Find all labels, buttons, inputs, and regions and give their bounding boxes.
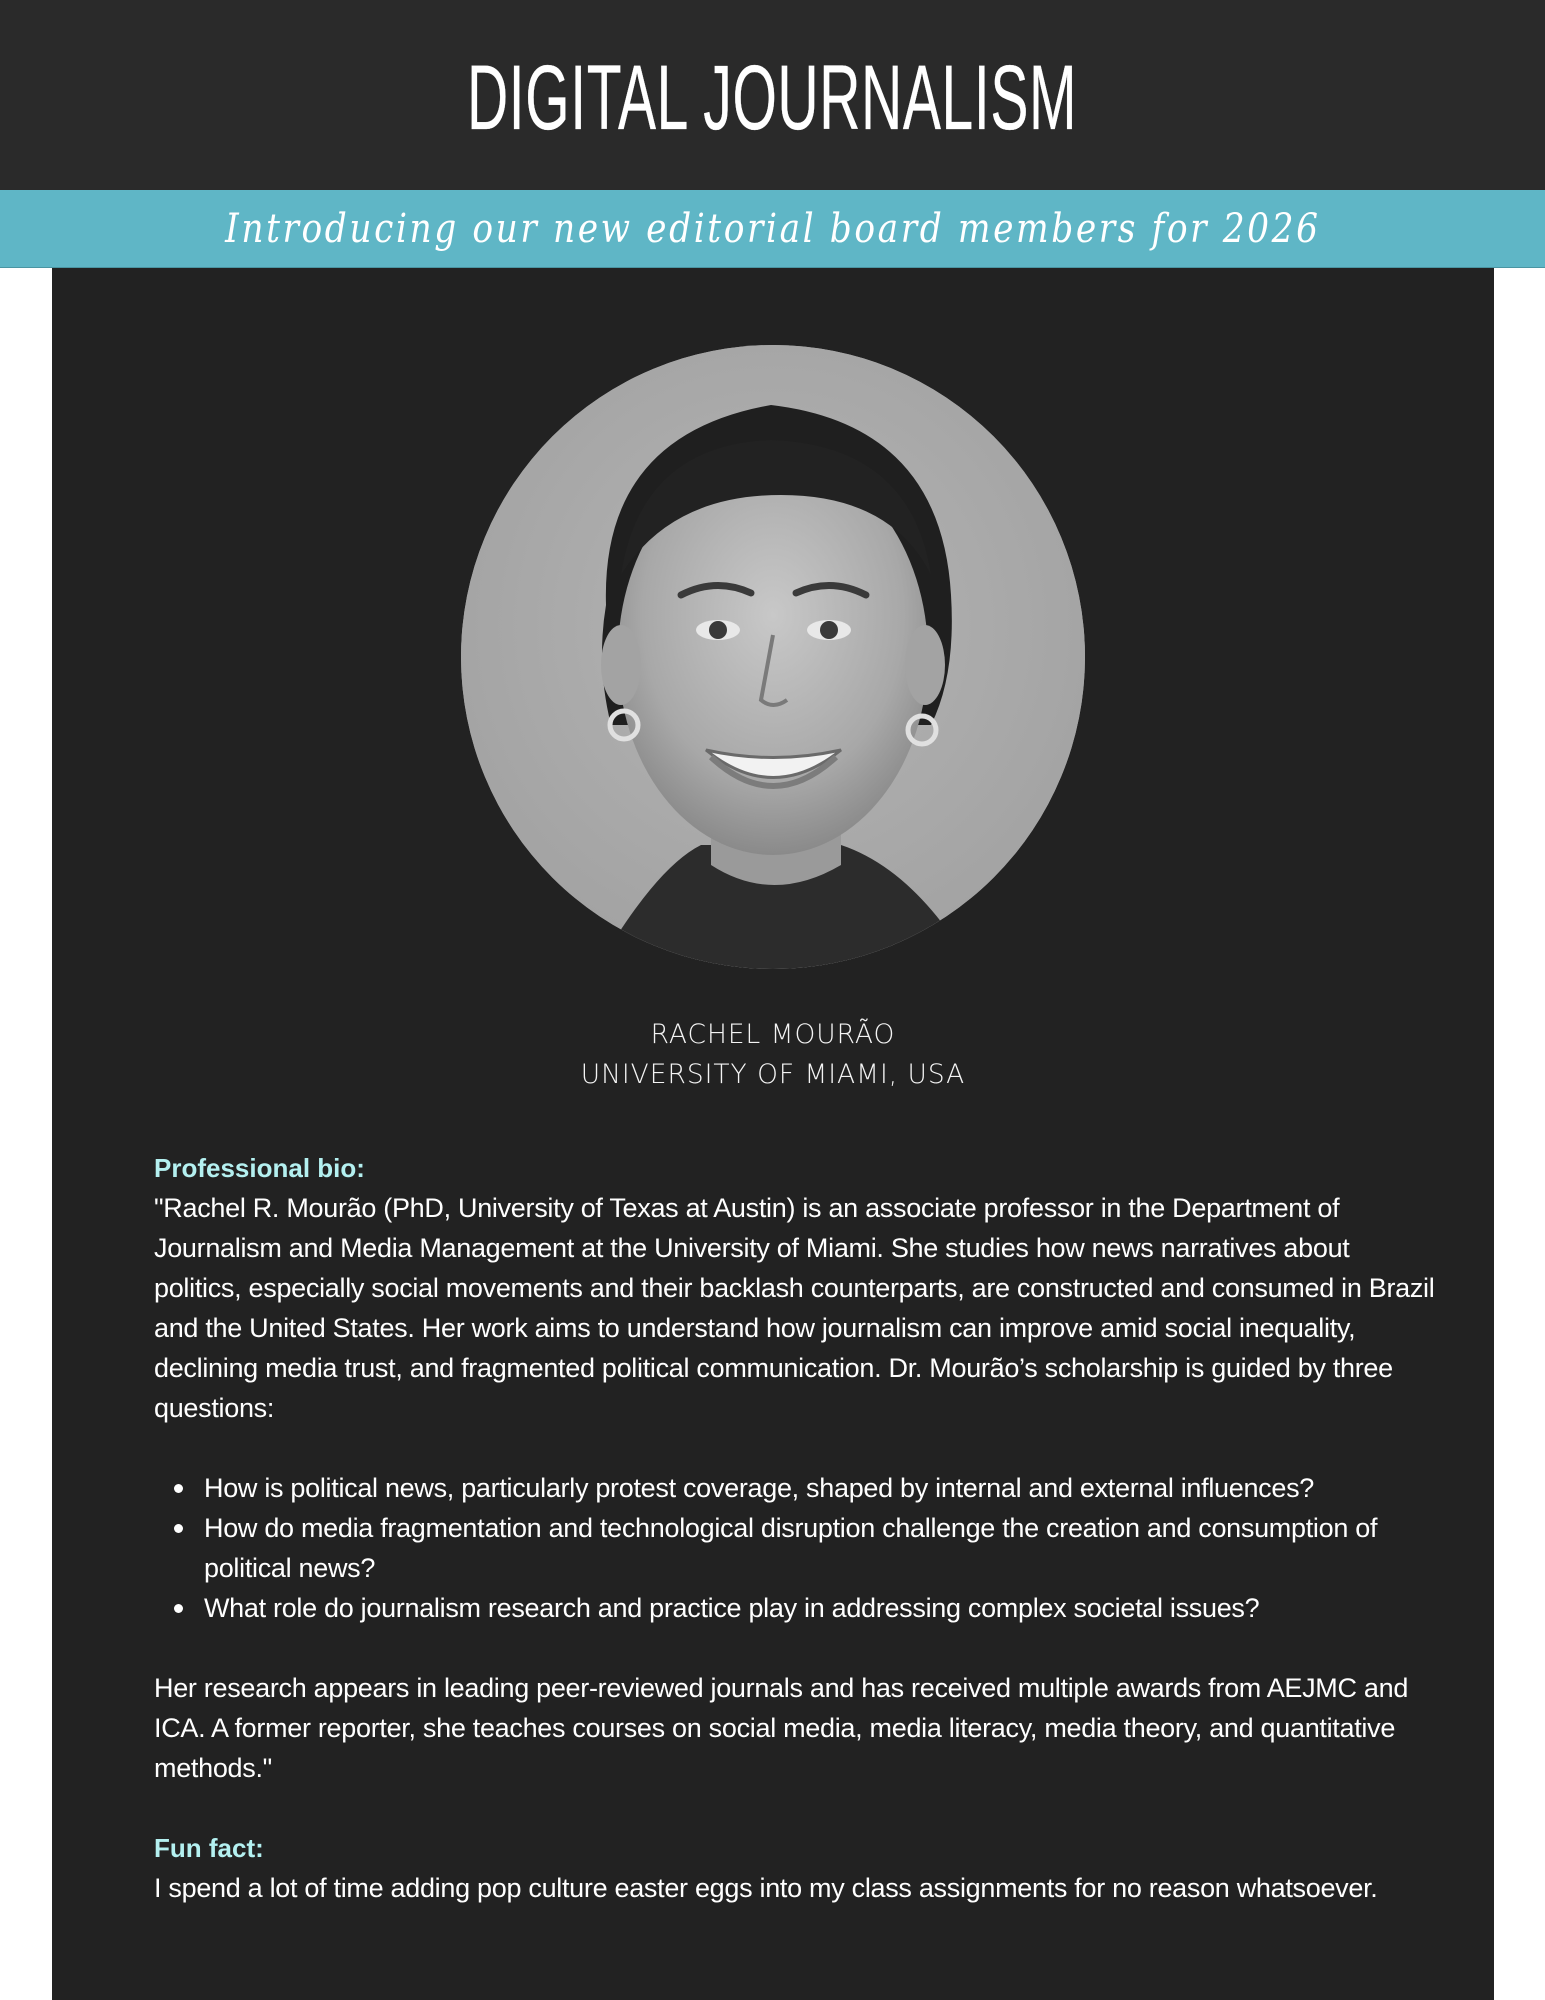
bio-closing: Her research appears in leading peer-reviewed journals and has received multiple awards from AEJMC and ICA. A former reporter, she teaches courses on social media, media literacy, media theory, and quantitative methods." [154,1673,1409,1783]
list-item [204,1508,1454,1588]
question-text: How do media fragmentation and technological disruption challenge the creation and consumption of political news? [204,1513,1378,1583]
bullet-icon [174,1524,183,1533]
profile-panel [52,268,1494,2000]
fun-fact-heading: Fun fact: [154,1833,264,1863]
profile-photo [461,345,1085,969]
bullet-icon [174,1604,183,1613]
member-identity [52,1015,1494,1095]
masthead-title: DIGITAL JOURNALISM [467,46,1078,149]
banner-tagline: Introducing our new editorial board members for 2026 [224,205,1321,252]
question-text: What role do journalism research and practice play in addressing complex societal issues? [204,1593,1260,1623]
question-text: How is political news, particularly protest coverage, shaped by internal and external influences? [204,1473,1315,1503]
research-questions-list [154,1468,1454,1628]
spacer [154,1788,1454,1828]
bio-heading: Professional bio: [154,1153,365,1183]
masthead-bar [0,0,1545,190]
portrait-illustration [461,345,1085,969]
list-item [204,1468,1454,1508]
member-affiliation: UNIVERSITY OF MIAMI, USA [580,1059,966,1090]
bio-section [154,1148,1454,1908]
bullet-icon [174,1484,183,1493]
list-item [204,1588,1454,1628]
member-name: RACHEL MOURÃO [650,1019,896,1050]
bio-intro: "Rachel R. Mourão (PhD, University of Texas at Austin) is an associate professor in the Department of Journalism and Media Management at the University of Miami. She studies how news narratives about politics, especially social movements and their backlash counterparts, are constructed and consumed in Brazil and the United States. Her work aims to understand how journalism can improve amid social inequality, declining media trust, and fragmented political communication. Dr. Mourão’s scholarship is guided by three questions: [154,1193,1435,1423]
fun-fact-text: I spend a lot of time adding pop culture easter eggs into my class assignments for no reason whatsoever. [154,1873,1378,1903]
announcement-banner [0,190,1545,268]
